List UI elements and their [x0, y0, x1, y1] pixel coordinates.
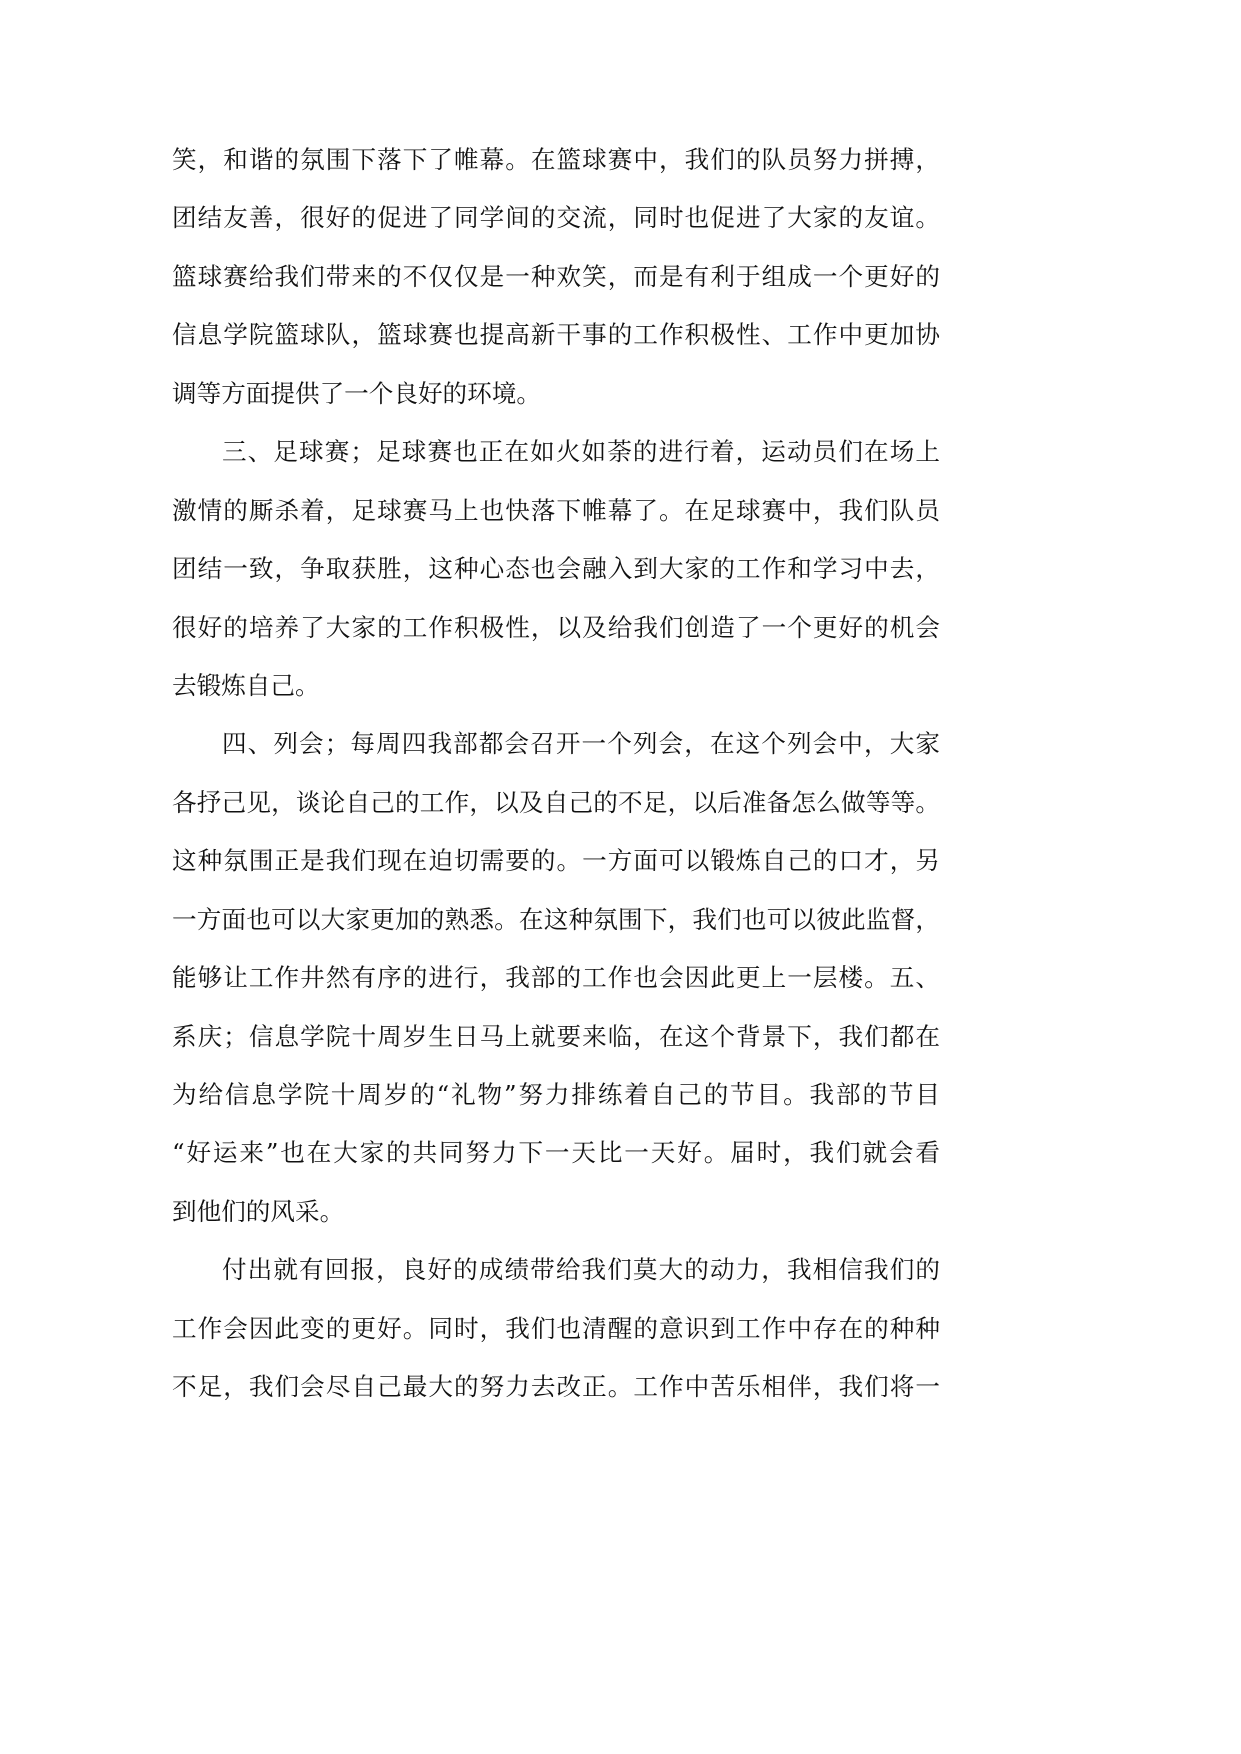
- paragraph-football: [172, 423, 940, 715]
- text-line: 团结一致，争取获胜，这种心态也会融入到大家的工作和学习中去，: [172, 554, 940, 584]
- paragraph-meeting: [172, 715, 940, 1241]
- text-line: 四、列会；每周四我部都会召开一个列会，在这个列会中，大家: [222, 729, 940, 759]
- text-line: 为给信息学院十周岁的“礼物”努力排练着自己的节目。我部的节目: [172, 1080, 940, 1109]
- text-line: 信息学院篮球队，篮球赛也提高新干事的工作积极性、工作中更加协: [172, 320, 940, 350]
- text-line: 能够让工作井然有序的进行，我部的工作也会因此更上一层楼。五、: [172, 963, 940, 993]
- text-line: 这种氛围正是我们现在迫切需要的。一方面可以锻炼自己的口才，另: [172, 846, 940, 876]
- text-line: 一方面也可以大家更加的熟悉。在这种氛围下，我们也可以彼此监督，: [172, 904, 940, 934]
- text-line: 各抒己见，谈论自己的工作，以及自己的不足，以后准备怎么做等等。: [172, 787, 940, 817]
- text-line: 很好的培养了大家的工作积极性，以及给我们创造了一个更好的机会: [172, 612, 940, 642]
- paragraph-basketball-continued: [172, 131, 940, 423]
- paragraph-conclusion: [172, 1241, 940, 1416]
- text-line: 笑，和谐的氛围下落下了帷幕。在篮球赛中，我们的队员努力拼搏，: [172, 145, 940, 174]
- text-line: 不足，我们会尽自己最大的努力去改正。工作中苦乐相伴，我们将一: [172, 1372, 940, 1402]
- text-line: “好运来”也在大家的共同努力下一天比一天好。届时，我们就会看: [172, 1138, 940, 1168]
- text-line: 篮球赛给我们带来的不仅仅是一种欢笑，而是有利于组成一个更好的: [172, 261, 940, 291]
- text-line: 系庆；信息学院十周岁生日马上就要来临，在这个背景下，我们都在: [172, 1021, 940, 1051]
- text-line: 去锻炼自己。: [172, 670, 320, 700]
- text-line: 激情的厮杀着，足球赛马上也快落下帷幕了。在足球赛中，我们队员: [172, 495, 940, 525]
- text-line: 团结友善，很好的促进了同学间的交流，同时也促进了大家的友谊。: [172, 203, 940, 233]
- document-body: [172, 131, 940, 1417]
- text-line: 到他们的风采。: [172, 1196, 345, 1226]
- text-line: 工作会因此变的更好。同时，我们也清醒的意识到工作中存在的种种: [172, 1313, 940, 1343]
- text-line: 调等方面提供了一个良好的环境。: [172, 378, 541, 408]
- text-line: 三、足球赛；足球赛也正在如火如荼的进行着，运动员们在场上: [222, 437, 940, 467]
- text-line: 付出就有回报，良好的成绩带给我们莫大的动力，我相信我们的: [222, 1255, 940, 1285]
